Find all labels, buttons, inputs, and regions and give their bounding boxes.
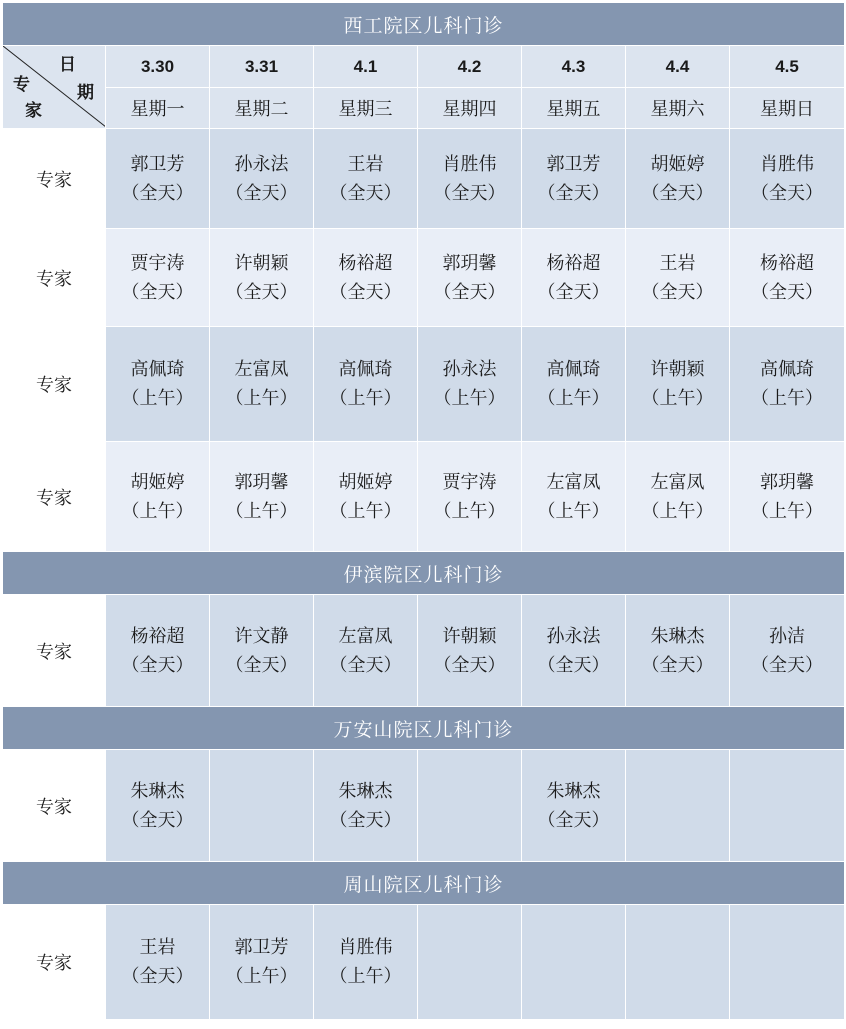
doctor-cell <box>314 129 418 229</box>
doctor-cell <box>210 595 314 707</box>
doctor-name: 高佩琦 <box>130 359 185 380</box>
doctor-cell <box>522 129 626 229</box>
session-time: （全天） <box>537 182 610 204</box>
doctor-cell <box>626 229 730 327</box>
weekday-cell: 星期日 <box>730 88 845 129</box>
doctor-cell <box>314 905 418 1020</box>
session-time: （全天） <box>433 182 506 204</box>
session-time: （全天） <box>433 281 506 303</box>
doctor-cell <box>626 129 730 229</box>
corner-label: 家 <box>25 101 42 120</box>
date-cell: 4.4 <box>626 46 730 88</box>
session-time: （全天） <box>329 809 402 831</box>
doctor-name: 高佩琦 <box>338 359 393 380</box>
doctor-cell <box>522 905 626 1020</box>
doctor-cell <box>106 750 210 862</box>
doctor-name: 朱琳杰 <box>338 780 393 802</box>
doctor-name: 贾宇涛 <box>442 471 497 493</box>
doctor-name: 高佩琦 <box>760 359 814 380</box>
doctor-name: 孙永法 <box>234 153 289 175</box>
session-time: （全天） <box>433 654 506 676</box>
doctor-cell <box>730 129 845 229</box>
doctor-cell <box>314 229 418 327</box>
session-time: （上午） <box>225 388 298 409</box>
row-label: 专家 <box>3 905 106 1020</box>
schedule-row <box>3 905 845 1020</box>
session-time: （全天） <box>537 281 610 303</box>
doctor-name: 贾宇涛 <box>130 252 185 274</box>
session-time: （全天） <box>641 182 714 204</box>
doctor-cell <box>106 327 210 442</box>
doctor-cell <box>626 595 730 707</box>
section-header-row <box>3 552 845 595</box>
weekday-cell: 星期三 <box>314 88 418 129</box>
weekday-cell: 星期一 <box>106 88 210 129</box>
weekday-cell: 星期二 <box>210 88 314 129</box>
section-header-row <box>3 707 845 750</box>
schedule-row <box>3 129 845 229</box>
doctor-cell <box>626 327 730 442</box>
row-label: 专家 <box>3 595 106 707</box>
corner-header <box>3 46 106 129</box>
doctor-cell <box>418 595 522 707</box>
row-label: 专家 <box>3 129 106 229</box>
doctor-cell <box>418 327 522 442</box>
doctor-name: 左富凤 <box>234 359 289 380</box>
doctor-cell <box>210 905 314 1020</box>
schedule-row <box>3 229 845 327</box>
doctor-cell <box>730 442 845 552</box>
doctor-name: 许朝颖 <box>650 359 705 380</box>
session-time: （上午） <box>329 388 402 409</box>
session-time: （全天） <box>329 654 402 676</box>
session-time: （全天） <box>121 966 194 987</box>
session-time: （全天） <box>225 281 298 303</box>
doctor-cell <box>106 442 210 552</box>
doctor-name: 郭玥馨 <box>760 471 814 493</box>
doctor-cell <box>106 229 210 327</box>
doctor-cell <box>106 595 210 707</box>
session-time: （全天） <box>225 182 298 204</box>
session-time: （全天） <box>225 654 298 676</box>
section-header-row <box>3 3 845 46</box>
session-time: （上午） <box>751 388 823 409</box>
schedule-table <box>2 2 845 1020</box>
doctor-cell <box>106 129 210 229</box>
weekday-row <box>3 88 845 129</box>
doctor-cell <box>210 129 314 229</box>
doctor-name: 左富凤 <box>338 625 393 647</box>
doctor-cell <box>418 129 522 229</box>
section-title: 周山院区儿科门诊 <box>3 862 845 905</box>
doctor-cell <box>418 442 522 552</box>
doctor-name: 胡姬婷 <box>338 471 393 493</box>
doctor-name: 杨裕超 <box>338 252 393 274</box>
session-time: （上午） <box>433 500 506 522</box>
session-time: （上午） <box>121 388 194 409</box>
session-time: （全天） <box>121 182 194 204</box>
schedule-row <box>3 327 845 442</box>
doctor-cell <box>106 905 210 1020</box>
doctor-cell <box>314 327 418 442</box>
session-time: （全天） <box>121 654 194 676</box>
doctor-cell <box>210 442 314 552</box>
date-cell: 4.5 <box>730 46 845 88</box>
date-cell: 3.31 <box>210 46 314 88</box>
section-title: 西工院区儿科门诊 <box>3 3 845 46</box>
doctor-name: 孙洁 <box>769 625 805 647</box>
weekday-cell: 星期五 <box>522 88 626 129</box>
doctor-name: 孙永法 <box>442 359 497 380</box>
session-time: （上午） <box>537 388 610 409</box>
corner-label: 日 <box>59 55 76 74</box>
doctor-name: 左富凤 <box>546 471 601 493</box>
doctor-cell <box>210 229 314 327</box>
doctor-name: 胡姬婷 <box>650 153 705 175</box>
doctor-cell <box>730 327 845 442</box>
doctor-name: 朱琳杰 <box>546 780 601 802</box>
doctor-name: 许朝颖 <box>234 252 289 274</box>
doctor-name: 王岩 <box>139 937 176 958</box>
doctor-cell <box>314 595 418 707</box>
row-label: 专家 <box>3 750 106 862</box>
doctor-cell <box>522 442 626 552</box>
weekday-cell: 星期四 <box>418 88 522 129</box>
session-time: （上午） <box>329 500 402 522</box>
session-time: （上午） <box>225 966 298 987</box>
session-time: （上午） <box>225 500 298 522</box>
doctor-name: 肖胜伟 <box>442 153 497 175</box>
session-time: （上午） <box>433 388 506 409</box>
doctor-name: 朱琳杰 <box>650 625 705 647</box>
doctor-name: 朱琳杰 <box>130 780 185 802</box>
session-time: （上午） <box>641 388 714 409</box>
date-cell: 4.2 <box>418 46 522 88</box>
session-time: （全天） <box>121 281 194 303</box>
doctor-name: 左富凤 <box>650 471 705 493</box>
doctor-cell <box>522 595 626 707</box>
schedule-row <box>3 442 845 552</box>
doctor-name: 郭玥馨 <box>234 471 289 493</box>
doctor-cell <box>418 905 522 1020</box>
session-time: （全天） <box>751 654 823 676</box>
session-time: （上午） <box>751 500 823 522</box>
doctor-cell <box>626 442 730 552</box>
doctor-name: 郭卫芳 <box>546 153 601 175</box>
session-time: （全天） <box>329 182 402 204</box>
date-cell: 4.1 <box>314 46 418 88</box>
date-row <box>3 46 845 88</box>
doctor-name: 肖胜伟 <box>760 153 814 175</box>
row-label: 专家 <box>3 229 106 327</box>
doctor-cell <box>730 905 845 1020</box>
session-time: （全天） <box>641 281 714 303</box>
session-time: （全天） <box>641 654 714 676</box>
doctor-name: 高佩琦 <box>546 359 601 380</box>
doctor-cell <box>314 750 418 862</box>
section-header-row <box>3 862 845 905</box>
session-time: （上午） <box>641 500 714 522</box>
row-label: 专家 <box>3 327 106 442</box>
session-time: （全天） <box>751 182 823 204</box>
doctor-cell <box>210 750 314 862</box>
doctor-name: 郭卫芳 <box>130 153 185 175</box>
doctor-name: 孙永法 <box>546 625 601 647</box>
doctor-cell <box>522 229 626 327</box>
doctor-cell <box>522 750 626 862</box>
corner-label: 期 <box>77 83 94 102</box>
session-time: （上午） <box>537 500 610 522</box>
doctor-name: 杨裕超 <box>546 252 601 274</box>
doctor-name: 郭卫芳 <box>234 937 289 958</box>
weekday-cell: 星期六 <box>626 88 730 129</box>
doctor-cell <box>210 327 314 442</box>
doctor-cell <box>730 750 845 862</box>
doctor-name: 杨裕超 <box>130 625 185 647</box>
section-title: 伊滨院区儿科门诊 <box>3 552 845 595</box>
corner-label: 专 <box>13 75 30 94</box>
schedule-row <box>3 750 845 862</box>
doctor-cell <box>314 442 418 552</box>
doctor-name: 王岩 <box>659 252 696 274</box>
doctor-cell <box>418 750 522 862</box>
doctor-cell <box>626 905 730 1020</box>
row-label: 专家 <box>3 442 106 552</box>
doctor-cell <box>626 750 730 862</box>
doctor-cell <box>418 229 522 327</box>
doctor-name: 杨裕超 <box>760 252 814 274</box>
date-cell: 4.3 <box>522 46 626 88</box>
date-cell: 3.30 <box>106 46 210 88</box>
doctor-name: 郭玥馨 <box>442 252 497 274</box>
session-time: （全天） <box>121 809 194 831</box>
session-time: （全天） <box>329 281 402 303</box>
session-time: （上午） <box>329 966 402 987</box>
doctor-name: 许朝颖 <box>442 625 497 647</box>
session-time: （全天） <box>537 654 610 676</box>
section-title: 万安山院区儿科门诊 <box>3 707 845 750</box>
session-time: （上午） <box>121 500 194 522</box>
doctor-name: 胡姬婷 <box>130 471 185 493</box>
doctor-name: 许文静 <box>234 625 289 647</box>
doctor-name: 肖胜伟 <box>338 937 393 958</box>
doctor-cell <box>730 229 845 327</box>
doctor-cell <box>730 595 845 707</box>
doctor-name: 王岩 <box>347 153 384 175</box>
session-time: （全天） <box>751 281 823 303</box>
session-time: （全天） <box>537 809 610 831</box>
doctor-cell <box>522 327 626 442</box>
schedule-row <box>3 595 845 707</box>
